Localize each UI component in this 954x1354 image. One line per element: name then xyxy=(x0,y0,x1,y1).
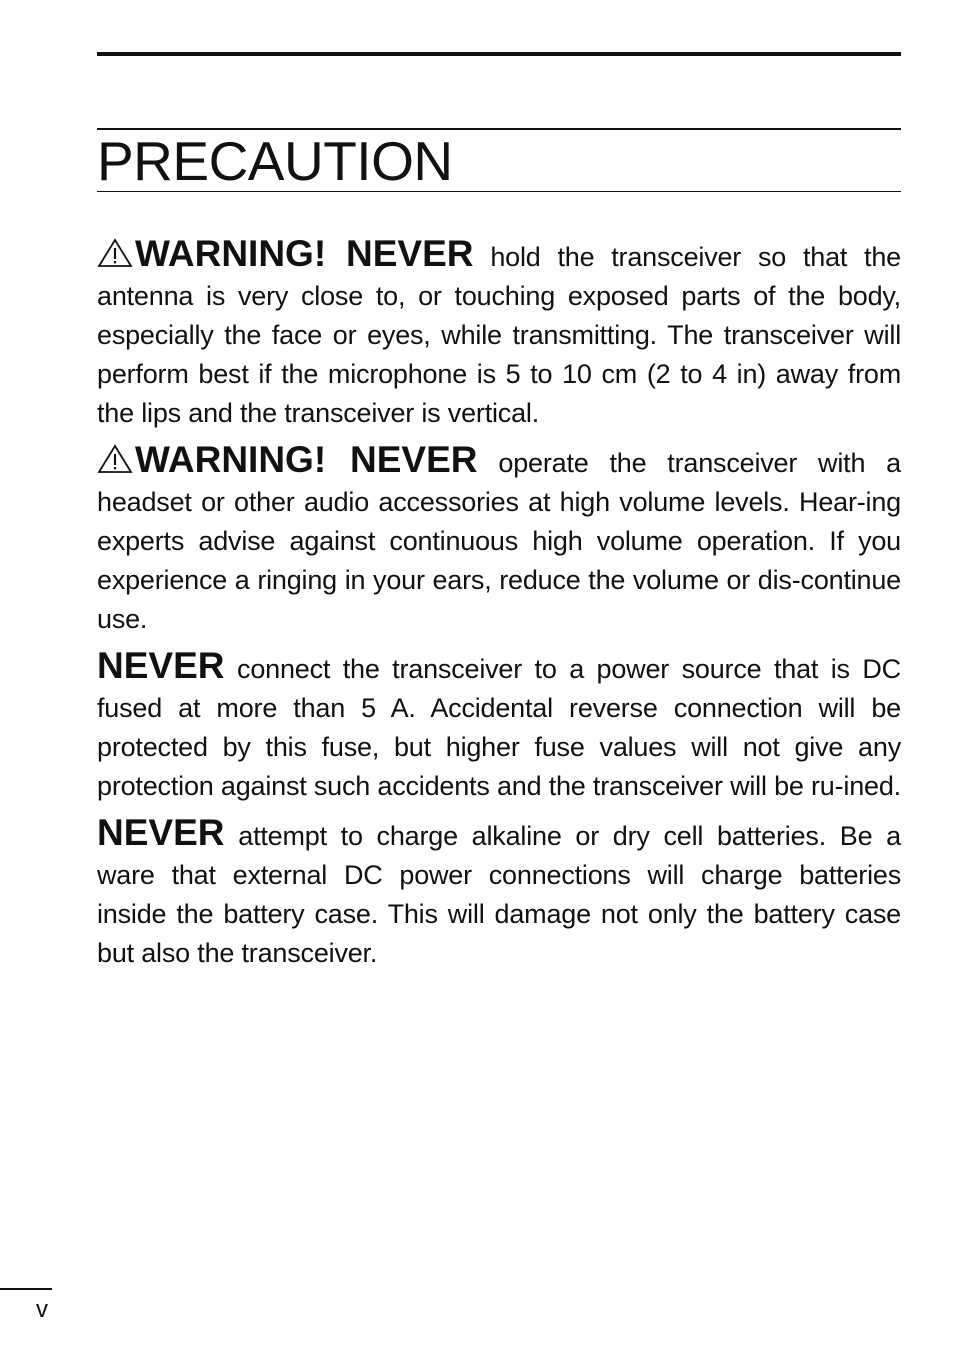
never-paragraph-batteries xyxy=(97,813,901,973)
page-number: v xyxy=(36,1296,48,1323)
warning-paragraph-antenna xyxy=(97,234,901,433)
title-block xyxy=(97,128,901,192)
paragraph-text: connect the transceiver to a power source that is DC fused at more than 5 A. Accidental reverse connection will be protected by this fuse, but higher fuse values will not give any protection against such accidents and the transceiver will be ru-ined. xyxy=(97,654,901,801)
warning-triangle-icon xyxy=(97,238,133,268)
top-rule xyxy=(97,52,901,56)
paragraph-text: operate the transceiver with a headset or other audio accessories at high volume levels. Hear-ing experts advise against continuous high volume operation. If you experience a ringing in your ears, reduce the volume or dis-continue use. xyxy=(97,448,901,634)
footer-rule xyxy=(0,1288,52,1290)
paragraph-lead: WARNING! NEVER xyxy=(135,233,474,274)
page-title: PRECAUTION xyxy=(97,130,453,192)
paragraph-lead: NEVER xyxy=(97,645,225,686)
precautions-body xyxy=(97,234,901,980)
paragraph-text: attempt to charge alkaline or dry cell batteries. Be a ware that external DC power connections will charge batteries inside the battery case. This will damage not only the battery case but also the transceiver. xyxy=(97,821,901,968)
never-paragraph-power-source xyxy=(97,646,901,806)
paragraph-text: hold the transceiver so that the antenna is very close to, or touching exposed parts of the body, especially the face or eyes, while transmitting. The transceiver will perform best if the microphone is 5 to 10 cm (2 to 4 in) away from the lips and the transceiver is vertical. xyxy=(97,242,901,428)
warning-triangle-icon xyxy=(97,444,133,474)
paragraph-lead: WARNING! NEVER xyxy=(135,439,478,480)
paragraph-lead: NEVER xyxy=(97,812,225,853)
warning-paragraph-headset xyxy=(97,440,901,639)
